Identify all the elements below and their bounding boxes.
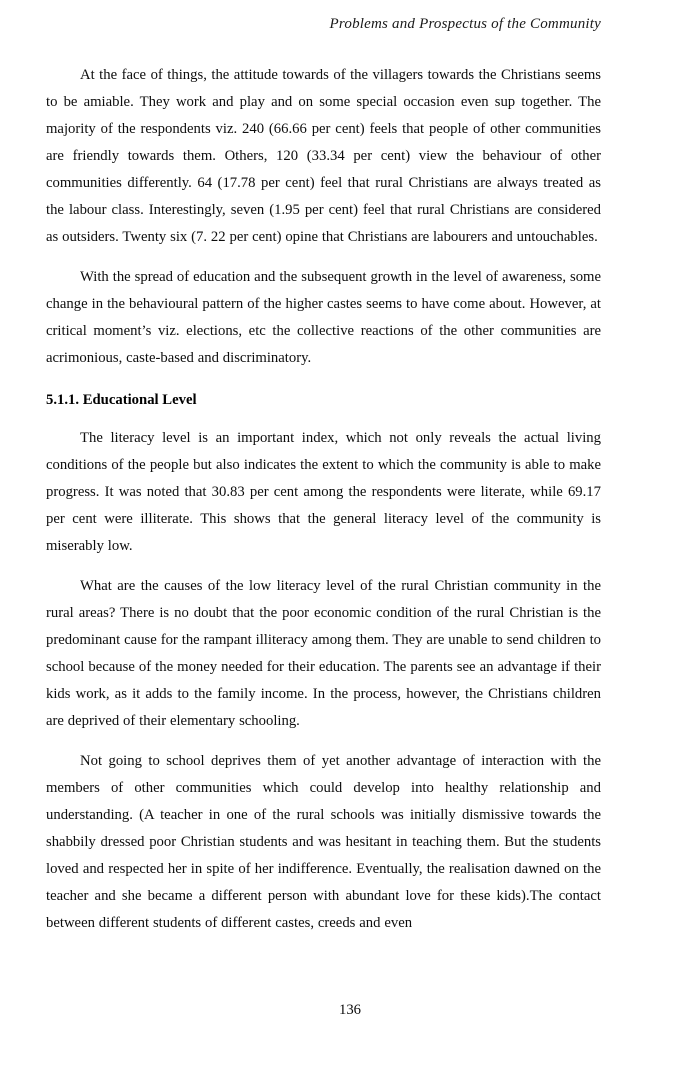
body-text-block — [46, 62, 601, 937]
paragraph: With the spread of education and the subsequent growth in the level of awareness, some change in the behavioural pattern of the higher castes seems to have come about. However, at critical moment’s viz. elections, etc the collective reactions of the other communities are acrimonious, caste-based and discriminatory. — [46, 269, 601, 366]
running-header: Problems and Prospectus of the Community — [329, 16, 601, 32]
paragraph: The literacy level is an important index, which not only reveals the actual living conditions of the people but also indicates the extent to which the community is able to make progress. It was noted that 30.83 per cent among the respondents were literate, while 69.17 per cent were illiterate. This shows that the general literacy level of the community is miserably low. — [46, 430, 601, 554]
section-heading: 5.1.1. Educational Level — [46, 392, 197, 408]
paragraph: At the face of things, the attitude towards of the villagers towards the Christians seems to be amiable. They work and play and on some special occasion even sup together. The majority of the respondents viz. 240 (66.66 per cent) feels that people of other communities are friendly towards them. Others, 120 (33.34 per cent) view the behaviour of other communities differently. 64 (17.78 per cent) feel that rural Christians are always treated as the labour class. Interestingly, seven (1.95 per cent) feel that rural Christians are considered as outsiders. Twenty six (7. 22 per cent) opine that Christians are labourers and untouchables. — [46, 67, 601, 245]
page-content — [46, 0, 601, 937]
paragraph: What are the causes of the low literacy level of the rural Christian community in the rural areas? There is no doubt that the poor economic condition of the rural Christian is the predominant cause for the rampant illiteracy among them. They are unable to send children to school because of the money needed for their education. The parents see an advantage if their kids work, as it adds to the family income. In the process, however, the Christians children are deprived of their elementary schooling. — [46, 578, 601, 729]
page-number: 136 — [338, 1002, 362, 1018]
paragraph: Not going to school deprives them of yet another advantage of interaction with the members of other communities which could develop into healthy relationship and understanding. (A teacher in one of the rural schools was initially dismissive towards the shabbily dressed poor Christian students and was hesitant in teaching them. But the students loved and respected her in spite of her indifference. Eventually, the realisation dawned on the teacher and she became a different person with abundant love for these kids).The contact between different students of different castes, creeds and even — [46, 753, 601, 931]
